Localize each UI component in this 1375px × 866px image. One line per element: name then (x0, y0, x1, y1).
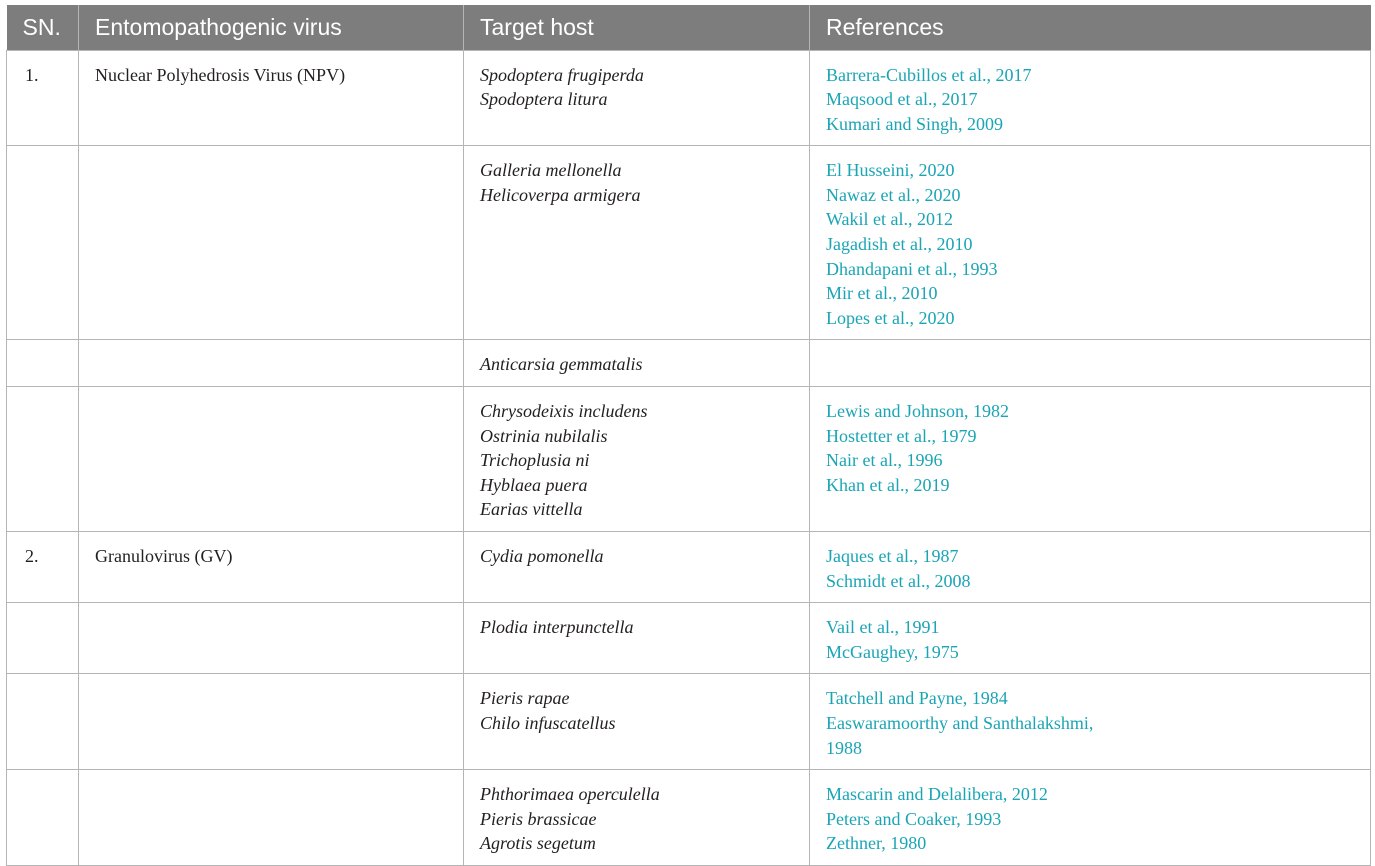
host-species: Phthorimaea operculella (480, 784, 660, 805)
table-header (7, 5, 1371, 50)
host-species: Pieris rapae (480, 688, 570, 709)
references-cell (810, 50, 1371, 146)
header-references: References (810, 5, 1371, 50)
reference-link[interactable]: Schmidt et al., 2008 (826, 570, 971, 591)
reference-link[interactable]: Lopes et al., 2020 (826, 307, 955, 328)
target-host-cell (464, 340, 810, 387)
table-row (7, 340, 1371, 387)
virus-cell: Granulovirus (GV) (79, 532, 464, 603)
host-species: Anticarsia gemmatalis (480, 354, 643, 375)
host-species: Cydia pomonella (480, 546, 604, 566)
references-cell (810, 603, 1371, 674)
sn-cell (7, 603, 79, 674)
table-row (7, 387, 1371, 532)
reference-link[interactable]: Mascarin and Delalibera, 2012 (826, 784, 1048, 805)
host-species: Agrotis segetum (480, 833, 596, 854)
sn-cell (7, 340, 79, 387)
table-row (7, 674, 1371, 770)
reference-link[interactable]: Zethner, 1980 (826, 833, 927, 854)
reference-link[interactable]: Peters and Coaker, 1993 (826, 808, 1002, 829)
header-row (7, 5, 1371, 50)
reference-link[interactable]: Khan et al., 2019 (826, 474, 950, 495)
host-species: Hyblaea puera (480, 474, 588, 495)
reference-link[interactable]: Nair et al., 1996 (826, 450, 943, 471)
virus-cell (79, 603, 464, 674)
table-row (7, 50, 1371, 146)
reference-link[interactable]: Wakil et al., 2012 (826, 209, 954, 230)
header-virus: Entomopathogenic virus (79, 5, 464, 50)
reference-link[interactable]: Jaques et al., 1987 (826, 546, 959, 566)
table-row (7, 146, 1371, 340)
references-cell (810, 387, 1371, 532)
reference-link[interactable]: Dhandapani et al., 1993 (826, 258, 998, 279)
reference-link[interactable]: McGaughey, 1975 (826, 641, 959, 662)
target-host-cell (464, 532, 810, 603)
reference-link[interactable]: Mir et al., 2010 (826, 283, 938, 304)
reference-link[interactable]: Vail et al., 1991 (826, 617, 940, 638)
reference-link[interactable]: Barrera-Cubillos et al., 2017 (826, 64, 1032, 85)
host-species: Pieris brassicae (480, 808, 597, 829)
references-cell (810, 674, 1371, 770)
header-target-host: Target host (464, 5, 810, 50)
table-body (7, 50, 1371, 865)
table-row (7, 603, 1371, 674)
target-host-cell (464, 387, 810, 532)
target-host-cell (464, 603, 810, 674)
table-row (7, 770, 1371, 866)
virus-cell: Nuclear Polyhedrosis Virus (NPV) (79, 50, 464, 146)
reference-link[interactable]: Tatchell and Payne, 1984 (826, 688, 1008, 709)
virus-cell (79, 674, 464, 770)
header-sn: SN. (7, 5, 79, 50)
reference-link[interactable]: Jagadish et al., 2010 (826, 234, 973, 255)
virus-cell (79, 146, 464, 340)
references-cell (810, 146, 1371, 340)
target-host-cell (464, 674, 810, 770)
virus-cell (79, 770, 464, 866)
references-cell (810, 770, 1371, 866)
reference-link[interactable]: Maqsood et al., 2017 (826, 89, 978, 110)
reference-link[interactable]: Kumari and Singh, 2009 (826, 113, 1003, 134)
reference-link[interactable]: 1988 (826, 737, 862, 758)
target-host-cell (464, 50, 810, 146)
host-species: Spodoptera litura (480, 89, 608, 110)
reference-link[interactable]: Nawaz et al., 2020 (826, 184, 961, 205)
virus-host-table (6, 5, 1371, 866)
sn-cell (7, 770, 79, 866)
host-species: Ostrinia nubilalis (480, 425, 608, 446)
reference-link[interactable]: Lewis and Johnson, 1982 (826, 401, 1009, 422)
reference-link[interactable]: Hostetter et al., 1979 (826, 425, 977, 446)
sn-cell (7, 674, 79, 770)
references-cell (810, 532, 1371, 603)
target-host-cell (464, 146, 810, 340)
host-species: Trichoplusia ni (480, 450, 590, 471)
host-species: Helicoverpa armigera (480, 184, 641, 205)
sn-cell: 1. (7, 50, 79, 146)
host-species: Chilo infuscatellus (480, 712, 616, 733)
host-species: Plodia interpunctella (480, 617, 634, 638)
table-row (7, 532, 1371, 603)
sn-cell (7, 146, 79, 340)
reference-link[interactable]: Easwaramoorthy and Santhalakshmi, (826, 712, 1094, 733)
reference-link[interactable]: El Husseini, 2020 (826, 160, 955, 181)
host-species: Galleria mellonella (480, 160, 622, 181)
sn-cell: 2. (7, 532, 79, 603)
target-host-cell (464, 770, 810, 866)
virus-cell (79, 340, 464, 387)
host-species: Spodoptera frugiperda (480, 64, 644, 85)
sn-cell (7, 387, 79, 532)
host-species: Earias vittella (480, 499, 583, 520)
host-species: Chrysodeixis includens (480, 401, 648, 422)
references-cell (810, 340, 1371, 387)
virus-cell (79, 387, 464, 532)
